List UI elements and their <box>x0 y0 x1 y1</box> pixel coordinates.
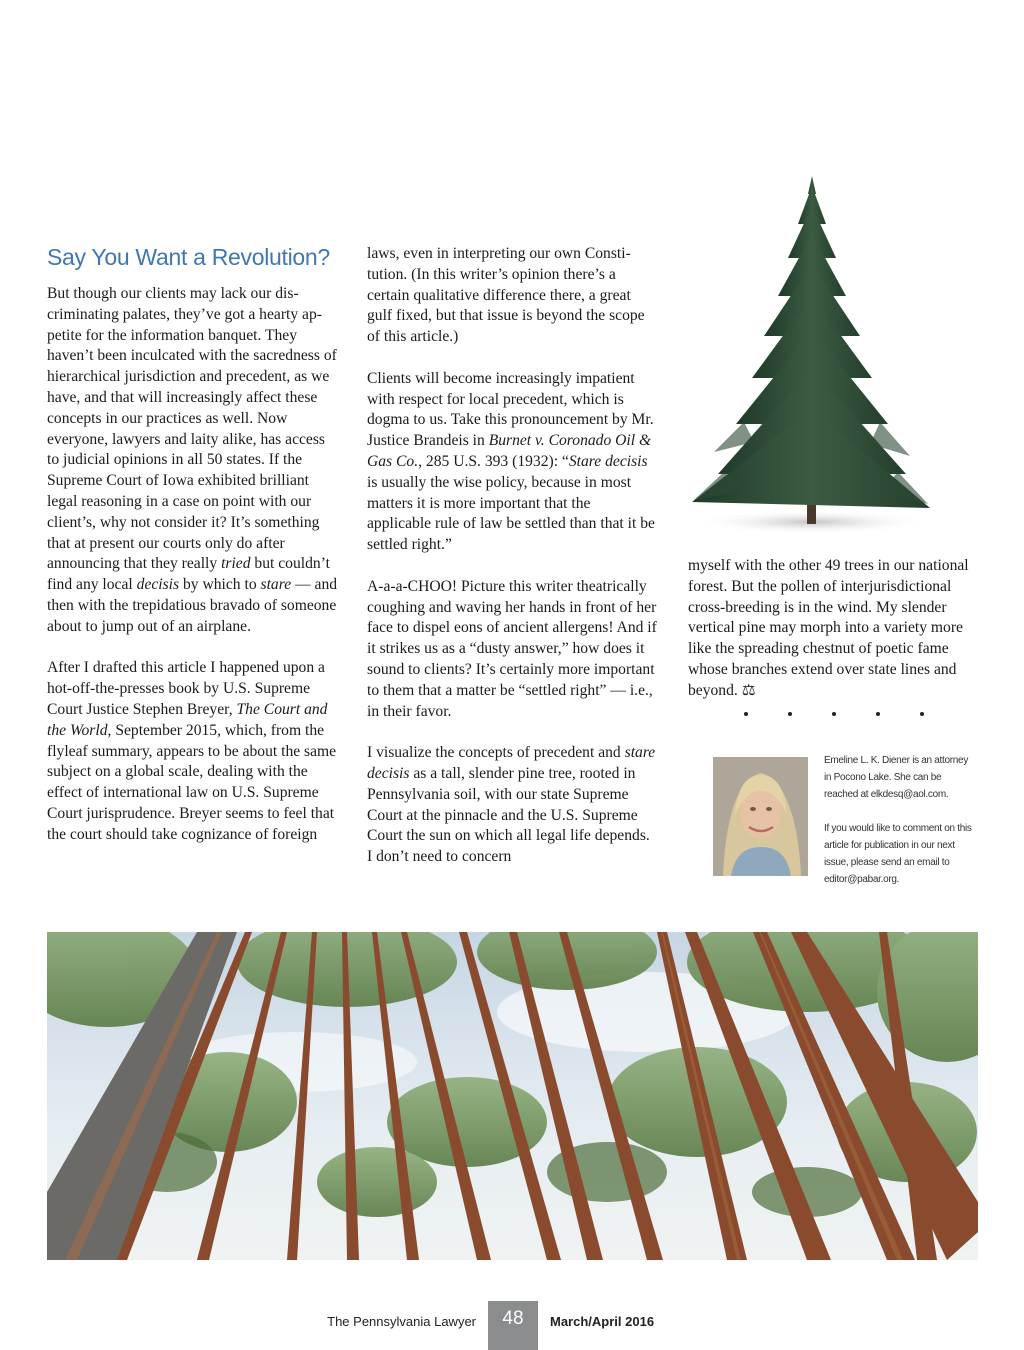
text-run: by which to <box>179 576 261 594</box>
paragraph <box>688 556 980 702</box>
author-bio-text: Emeline L. K. Diener is an attorney in Pocono Lake. She can be reached at elkdesq@aol.com. <box>824 755 969 800</box>
article-column-3 <box>688 556 980 722</box>
page-number: 48 <box>488 1301 538 1350</box>
text-run: myself with the other 49 trees in our national forest. But the pollen of interjurisdictional cross-breeding is in the wind. My slender vertical pine may morph into a variety more like the spreading chestnut of poetic fame whose branches extend over state lines and beyond. <box>688 557 969 699</box>
italic-text: The Court and the World <box>47 700 328 739</box>
dot <box>744 712 748 716</box>
text-run: After I drafted this article I happened upon a hot-off-the-presses book by U.S. Supreme Court Justice Stephen Breyer, <box>47 659 325 718</box>
italic-text: decisis <box>136 576 180 594</box>
article-column-1 <box>47 244 339 866</box>
author-bio <box>824 752 976 905</box>
page-footer <box>0 1301 1024 1350</box>
issue-date: March/April 2016 <box>550 1314 655 1329</box>
dot <box>920 712 924 716</box>
paragraph <box>367 577 657 723</box>
text-run: But though our clients may lack our discriminating palates, they’ve got a hearty appetite for the information banquet. They haven’t been inculcated with the sacredness of hierarchical jurisdiction and precedent, as we have, and that will increasingly affect these concepts in our practices as well. Now everyone, lawyers and laity alike, has access to judicial opinions in all 50 states. If the Supreme Court of Iowa exhibited brilliant legal reasoning in a case on point with our client’s, why not consider it? It’s something that at present our courts only do after announcing that they really <box>47 285 337 573</box>
text-run: ⚖ <box>741 681 756 699</box>
dot <box>832 712 836 716</box>
text-run: — and then with the trepidatious bravado of someone about to jump out of an airplane. <box>47 576 338 635</box>
italic-text: stare decisis <box>367 744 656 782</box>
text-run: Clients will become increasingly impatient with respect for local precedent, which is dogma to us. Take this pronouncement by Mr. Justice Brandeis in <box>367 369 654 450</box>
dot <box>788 712 792 716</box>
paragraph <box>47 658 339 845</box>
forest-photo <box>47 932 978 1260</box>
text-run: laws, even in interpreting our own Constitution. (In this writer’s opinion there’s a certain qualitative difference there, a great gulf fixed, but that issue is beyond the scope of this article.) <box>367 245 645 346</box>
paragraph <box>367 743 657 868</box>
comment-invitation: If you would like to comment on this article for publication in our next issue, please send an email to editor@pabar.org. <box>824 823 972 885</box>
article-column-2 <box>367 244 657 889</box>
italic-text: Stare decisis <box>568 452 648 470</box>
pine-tree-image <box>684 172 934 534</box>
italic-text: tried <box>221 555 251 573</box>
paragraph <box>47 284 339 638</box>
text-run: as a tall, slender pine tree, rooted in Pennsylvania soil, with our state Supreme Court at the pinnacle and the U.S. Supreme Court the sun on which all legal life depends. I don’t need to concern <box>367 764 650 866</box>
text-run: , 285 U.S. 393 (1932): “ <box>418 452 569 470</box>
dot <box>876 712 880 716</box>
text-run: I visualize the concepts of precedent and <box>367 744 625 762</box>
italic-text: stare <box>260 576 292 594</box>
text-run: is usually the wise policy, because in most matters it is more important that the applicable rule of law be settled than that it be settled right.” <box>367 473 655 554</box>
italic-text: Burnet v. Coronado Oil & Gas Co. <box>367 432 652 470</box>
text-run: A-a-a-CHOO! Picture this writer theatrically coughing and waving her hands in front of her face to dispel eons of ancient allergens! And if it strikes us as a “dusty answer,” how does it sound to clients? It’s certainly more important to them that a matter be “settled right” — i.e., in their favor. <box>367 577 657 720</box>
text-run: but couldn’t find any local <box>47 555 330 594</box>
paragraph <box>367 369 657 556</box>
article-heading: Say You Want a Revolution? <box>47 244 330 270</box>
paragraph <box>367 244 657 348</box>
section-divider-dots <box>744 712 924 716</box>
author-photo <box>713 757 808 876</box>
text-run: , September 2015, which, from the flyleaf summary, appears to be about the same subject on a global scale, dealing with the effect of international law on U.S. Supreme Court jurisprudence. Breyer seems to feel that the court should take cognizance of foreign <box>47 721 337 843</box>
publication-name: The Pennsylvania Lawyer <box>327 1314 476 1329</box>
